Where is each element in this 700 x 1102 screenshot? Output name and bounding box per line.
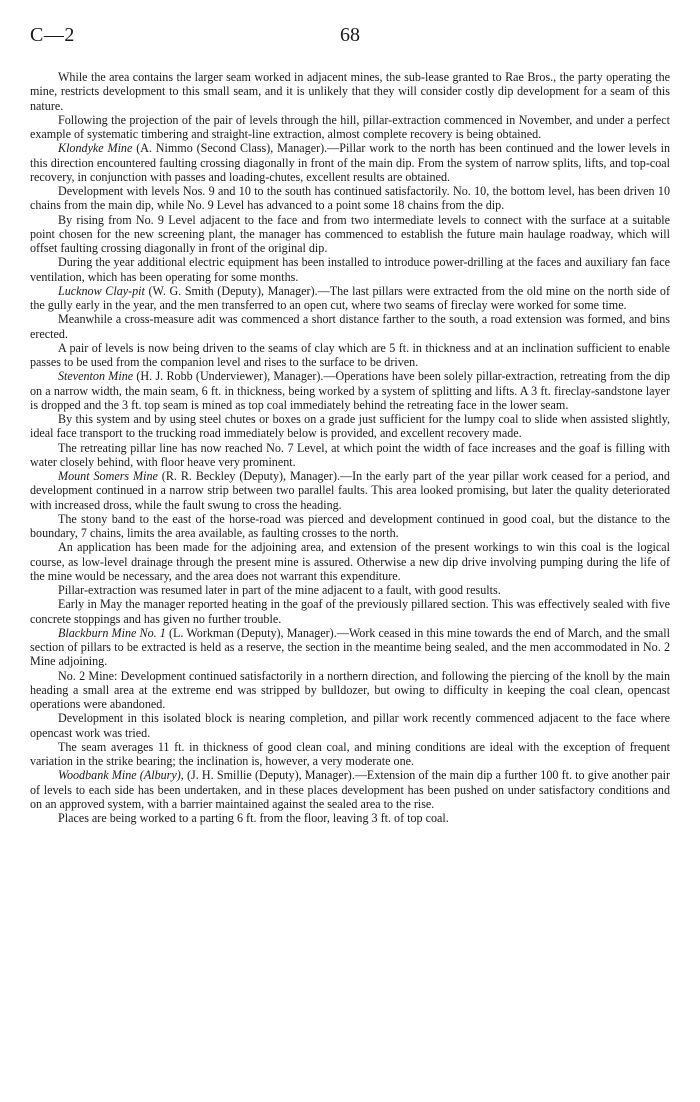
paragraph — [30, 312, 670, 341]
paragraph — [30, 213, 670, 256]
paragraph-text: During the year additional electric equipment has been installed to introduce power-drilling at the faces and auxiliary fan face ventilation, which has been operating for some months. — [30, 255, 670, 284]
paragraph-text: (W. G. Smith (Deputy), Manager).—The last pillars were extracted from the old mine on the north side of the gully early in the year, and the men transferred to an open cut, where two seams of fireclay were worked for some time. — [30, 283, 670, 312]
paragraph-text: (H. J. Robb (Underviewer), Manager).—Operations have been solely pillar-extraction, retreating from the dip on a narrow width, the main seam, 6 ft. in thickness, being worked by a system of splitting and lifts. A 3 ft. fireclay-sandstone layer is dropped and the 3 ft. top seam is mined as top coal immediately behind the retreating face in the lower seam. — [30, 369, 671, 412]
mine-name: Woodbank Mine (Albury) — [58, 768, 181, 783]
page-header — [30, 24, 670, 48]
paragraph — [30, 412, 670, 441]
mine-name: Lucknow Clay-pit — [58, 283, 145, 298]
body-text — [30, 70, 670, 825]
paragraph — [30, 512, 670, 541]
paragraph-text: The seam averages 11 ft. in thickness of good clean coal, and mining conditions are ideal with the exception of frequent variation in the strike bearing; the inclination is, however, a very moderate one. — [30, 739, 670, 768]
paragraph — [30, 711, 670, 740]
paragraph — [30, 441, 670, 470]
section-code: C—2 — [30, 24, 75, 46]
paragraph — [30, 184, 670, 213]
paragraph-text: While the area contains the larger seam worked in adjacent mines, the sub-lease granted to Rae Bros., the party operating the mine, restricts development to this small seam, and it is unlikely that they will consider costly dip development for a seam of this nature. — [30, 70, 670, 113]
mine-name: Steventon Mine — [58, 369, 134, 384]
mine-name: Blackburn Mine No. 1 — [58, 625, 166, 640]
paragraph-text: Places are being worked to a parting 6 ft. from the floor, leaving 3 ft. of top coal. — [58, 811, 449, 825]
page-number: 68 — [340, 24, 360, 46]
paragraph-text: Pillar-extraction was resumed later in part of the mine adjacent to a fault, with good results. — [58, 583, 501, 597]
paragraph — [30, 583, 670, 597]
paragraph — [30, 113, 670, 142]
mine-name: Klondyke Mine — [58, 141, 133, 156]
paragraph-text: By rising from No. 9 Level adjacent to the face and from two intermediate levels to connect with the surface at a suitable point chosen for the new screening plant, the manager has commenced to establish the future main haulage roadway, which will offset faulting crossing diagonally in front of the original dip. — [30, 212, 670, 255]
paragraph-text: , (J. H. Smillie (Deputy), Manager).—Extension of the main dip a further 100 ft. to give another pair of levels to each side has been undertaken, and in these places development has been pushed on under satisfactory conditions and on an approved system, with a barrier maintained against the sealed area to the rise. — [30, 768, 670, 811]
paragraph — [30, 597, 670, 626]
paragraph — [30, 469, 670, 512]
paragraph — [30, 540, 670, 583]
paragraph — [30, 141, 670, 184]
paragraph-text: (L. Workman (Deputy), Manager).—Work ceased in this mine towards the end of March, and the small section of pillars to be extracted is held as a reserve, the section in the meantime being sealed, and the men accommodated in No. 2 Mine adjoining. — [30, 625, 671, 669]
paragraph-text: By this system and by using steel chutes or boxes on a grade just sufficient for the lumpy coal to slide when assisted slightly, ideal face transport to the trucking road immediately below is provided, and excellent recovery made. — [30, 412, 670, 441]
paragraph-text: Early in May the manager reported heating in the goaf of the previously pillared section. This was effectively sealed with five concrete stoppings and has given no further trouble. — [30, 597, 670, 626]
paragraph-text: A pair of levels is now being driven to the seams of clay which are 5 ft. in thickness and at an inclination sufficient to enable passes to be used from the companion level and rises to the surface to be driven. — [30, 340, 670, 369]
paragraph-text: (R. R. Beckley (Deputy), Manager).—In the early part of the year pillar work ceased for a period, and development continued in a narrow strip between two parallel faults. This area looked promising, but later the quality deteriorated with increased dross, while the fault swung to cross the heading. — [30, 469, 670, 512]
paragraph-text: An application has been made for the adjoining area, and extension of the present workings to win this coal is the logical course, as low-level drainage through the present mine is assured. Otherwise a new dip drive involving pumping during the life of the mine would be necessary, and the area does not warrant this expenditure. — [30, 540, 670, 583]
paragraph — [30, 740, 670, 769]
paragraph-text: Development with levels Nos. 9 and 10 to the south has continued satisfactorily. No. 10, the bottom level, has been driven 10 chains from the main dip, while No. 9 Level has advanced to a point some 18 chains from the dip. — [30, 184, 670, 213]
paragraph — [30, 626, 670, 669]
paragraph — [30, 341, 670, 370]
paragraph — [30, 811, 670, 825]
mine-name: Mount Somers Mine — [58, 469, 158, 483]
paragraph — [30, 255, 670, 284]
paragraph-text: The retreating pillar line has now reached No. 7 Level, at which point the width of face increases and the goaf is filling with water closely behind, with floor heave very prominent. — [30, 440, 670, 469]
paragraph — [30, 669, 670, 712]
paragraph — [30, 70, 670, 113]
paragraph — [30, 768, 670, 811]
paragraph-text: The stony band to the east of the horse-road was pierced and development continued in good coal, but the distance to the boundary, 7 chains, limits the area available, as faulting crosses to the north. — [30, 511, 670, 540]
paragraph — [30, 369, 670, 412]
paragraph-text: (A. Nimmo (Second Class), Manager).—Pillar work to the north has been continued and the lower levels in this direction encountered faulting crossing diagonally in front of the main dip. From the system of narrow splits, lifts, and top-coal recovery, in conjunction with passes and loading-chutes, excellent results are obtained. — [30, 141, 670, 184]
paragraph — [30, 284, 670, 313]
paragraph-text: Meanwhile a cross-measure adit was commenced a short distance farther to the south, a road extension was formed, and bins erected. — [30, 312, 670, 341]
paragraph-text: Development in this isolated block is nearing completion, and pillar work recently commenced adjacent to the face where opencast work was tried. — [30, 711, 670, 740]
paragraph-text: No. 2 Mine: Development continued satisfactorily in a northern direction, and following the piercing of the knoll by the main heading a small area at the extreme end was stripped by bulldozer, but owing to difficulty in keeping the coal clean, opencast operations were abandoned. — [30, 668, 670, 711]
paragraph-text: Following the projection of the pair of levels through the hill, pillar-extraction commenced in November, and under a perfect example of systematic timbering and straight-line extraction, almost complete recovery is being obtained. — [30, 112, 670, 141]
